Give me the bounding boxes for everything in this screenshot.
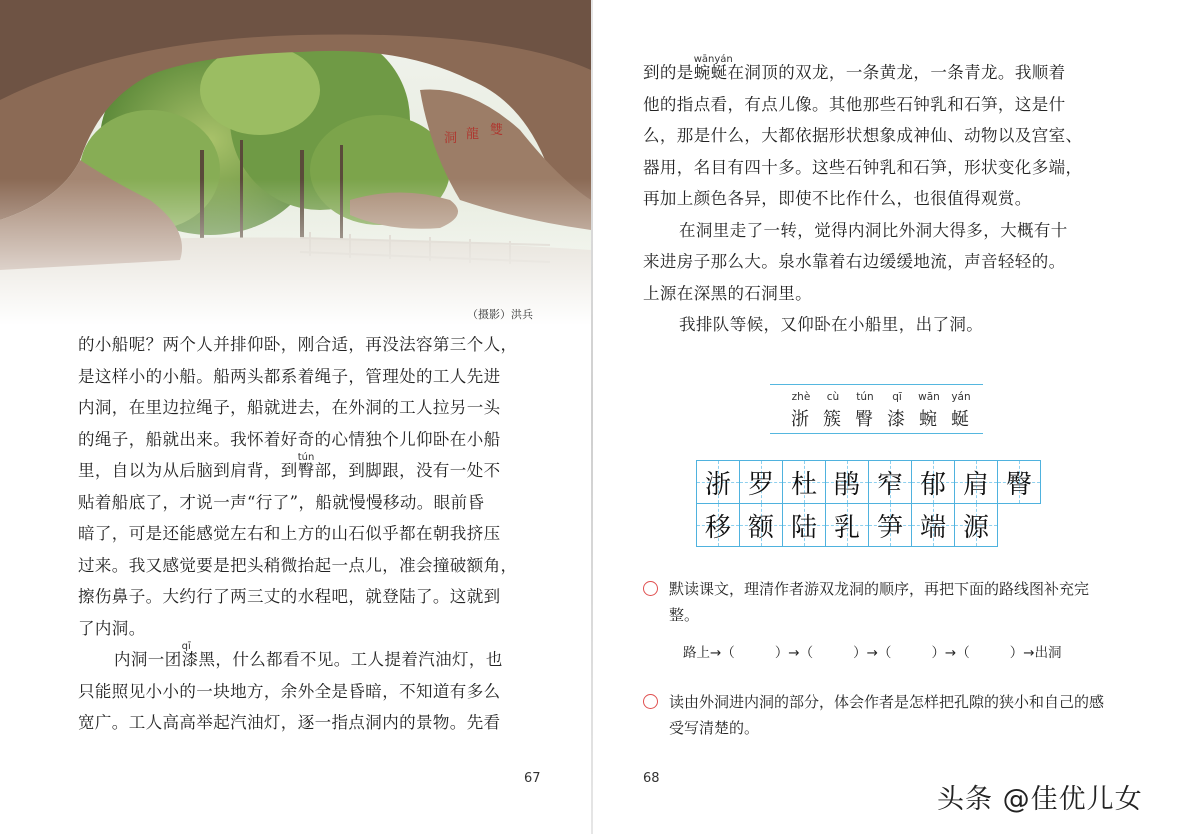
text-line: 上源在深黑的石洞里。 (643, 283, 812, 303)
writing-grid-row (696, 503, 1040, 546)
page-number-left: 67 (524, 771, 541, 786)
right-page (593, 0, 1179, 834)
text-line: 么，那是什么，大都依据形状想象成神仙、动物以及宫室、 (643, 126, 1083, 145)
writing-grid (696, 460, 1040, 546)
pinyin-annotation: qī (181, 641, 191, 652)
text-line: 的小船呢？两个人并排仰卧，刚合适，再没法容第三个人， (78, 335, 518, 354)
text-line: 过来。我又感觉要是把头稍微抬起一点儿，准会撞破额角， (78, 555, 518, 575)
route-end: 出洞 (1034, 645, 1062, 661)
vocab-char: wān 蜿 (918, 391, 940, 430)
text-line: 再加上颜色各异，即使不比作什么，也很值得观赏。 (643, 189, 1032, 208)
writing-cell: 额 (739, 503, 783, 547)
writing-cell: 移 (696, 503, 740, 547)
text-line: 我排队等候，又仰卧在小船里，出了洞。 (679, 315, 984, 334)
ruby-word: tún 臀 (298, 455, 315, 487)
text-line: 擦伤鼻子。大约行了两三丈的水程吧，就登陆了。这就到 (78, 587, 501, 606)
photo-caption: （摄影）洪兵 (467, 308, 533, 321)
writing-grid-row (696, 460, 1040, 503)
watermark: 头条 @佳优儿女 (937, 784, 1143, 815)
text-line: 宽广。工人高高举起汽油灯，逐一指点洞内的景物。先看 (78, 713, 501, 732)
vocab-char: tún 臀 (855, 391, 875, 430)
writing-cell: 窄 (868, 460, 912, 504)
writing-cell: 杜 (782, 460, 826, 504)
writing-cell: 源 (954, 503, 998, 547)
pinyin-annotation: wānyán (693, 54, 733, 65)
writing-cell: 郁 (911, 460, 955, 504)
ruby-word: qī 漆 (182, 644, 199, 676)
route-diagram: 路上→（ ）→（ ）→（ ）→（ ）→出洞 (683, 645, 1062, 661)
writing-cell: 浙 (696, 460, 740, 504)
text-line: 只能照见小小的一块地方，余外全是昏暗，不知道有多么 (78, 681, 501, 701)
pinyin-annotation: tún (297, 452, 315, 463)
question-1 (643, 576, 1113, 628)
vocab-char: zhè 浙 (791, 391, 811, 430)
writing-cell: 笋 (868, 503, 912, 547)
text-line: 来进房子那么大。泉水靠着右边缓缓地流，声音轻轻的。 (643, 252, 1066, 271)
question-circle-icon (643, 694, 658, 709)
text-line: 的绳子，船就出来。我怀着好奇的心情独个儿仰卧在小船 (78, 429, 501, 449)
writing-cell: 乳 (825, 503, 869, 547)
question-1-text: 默读课文，理清作者游双龙洞的顺序，再把下面的路线图补充完整。 (669, 580, 1090, 624)
writing-cell: 肩 (954, 460, 998, 504)
cave-photo (0, 0, 591, 325)
writing-cell: 端 (911, 503, 955, 547)
question-circle-icon (643, 581, 658, 596)
text-line: 贴着船底了，才说一声“行了”，船就慢慢移动。眼前昏 (78, 492, 485, 512)
question-2-text: 读由外洞进内洞的部分，体会作者是怎样把孔隙的狭小和自己的感受写清楚的。 (669, 693, 1105, 737)
right-body-text (643, 54, 1118, 341)
writing-cell: 罗 (739, 460, 783, 504)
text-line: 在洞里走了一转，觉得内洞比外洞大得多，大概有十 (679, 220, 1068, 240)
text-line: 到的是 wānyán 蜿蜒在洞顶的双龙，一条黄龙，一条青龙。我顺着 (643, 57, 1118, 89)
vocab-char: qī 漆 (887, 391, 907, 430)
writing-cell: 陆 (782, 503, 826, 547)
ruby-word: wānyán 蜿蜒 (694, 57, 728, 89)
text-line: 器用，名目有四十多。这些石钟乳和石笋，形状变化多端， (643, 157, 1083, 177)
vocab-char: yán 蜒 (951, 391, 971, 430)
text-line: 里，自以为从后脑到肩背，到 tún 臀部，到脚跟，没有一处不 (78, 455, 548, 487)
text-line: 了内洞。 (78, 618, 146, 638)
text-line: 内洞，在里边拉绳子，船就进去，在外洞的工人拉另一头 (78, 398, 501, 417)
writing-cell: 鹃 (825, 460, 869, 504)
new-words-box (770, 384, 983, 434)
cave-illustration (0, 0, 591, 325)
text-line: 是这样小的小船。船两头都系着绳子，管理处的工人先进 (78, 366, 501, 386)
question-2 (643, 689, 1113, 741)
vocab-char: cù 簇 (823, 391, 843, 430)
text-line: 内洞一团 qī 漆黑，什么都看不见。工人提着汽油灯，也 (78, 644, 548, 676)
route-start: 路上 (683, 645, 710, 661)
left-body-text (78, 329, 548, 739)
page-number-right: 68 (643, 771, 660, 786)
text-line: 暗了，可是还能感觉左右和上方的山石似乎都在朝我挤压 (78, 524, 501, 543)
writing-cell: 臀 (997, 460, 1041, 504)
text-line: 他的指点看，有点儿像。其他那些石钟乳和石笋，这是什 (643, 94, 1066, 114)
